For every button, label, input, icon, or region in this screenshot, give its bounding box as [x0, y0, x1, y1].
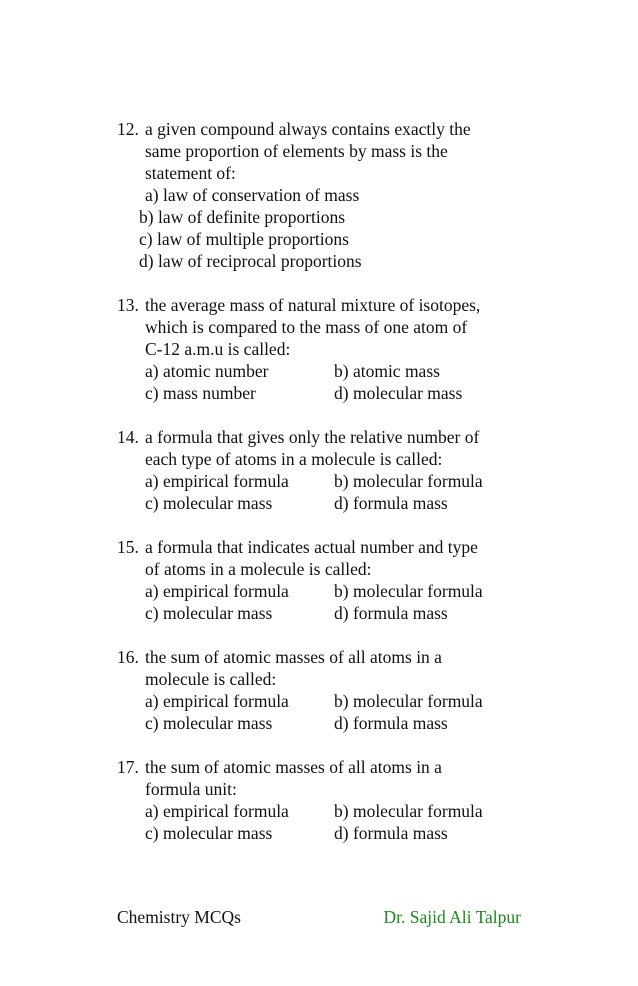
question-text-line: statement of:: [145, 163, 236, 183]
question-number: 14.: [117, 427, 139, 447]
question-text-line: formula unit:: [145, 779, 237, 799]
option-a: a) empirical formula: [145, 801, 289, 821]
question-17: [117, 756, 537, 844]
option-b: b) molecular formula: [334, 691, 483, 711]
footer-author: Dr. Sajid Ali Talpur: [383, 907, 521, 927]
option-a: a) atomic number: [145, 361, 269, 381]
question-14: [117, 426, 537, 514]
question-15: [117, 536, 537, 624]
option-d: d) formula mass: [334, 823, 448, 843]
option-c: c) molecular mass: [145, 823, 273, 843]
question-text-line: which is compared to the mass of one atom of: [145, 317, 468, 337]
option-a: a) empirical formula: [145, 581, 289, 601]
option-grid: [117, 470, 537, 514]
option-grid: [117, 800, 537, 844]
option-list: [117, 184, 537, 272]
question-list: [117, 118, 537, 866]
option-grid: [117, 580, 537, 624]
option-b: b) molecular formula: [334, 581, 483, 601]
option-c: c) mass number: [145, 383, 256, 403]
question-13: [117, 294, 537, 404]
option-d: d) formula mass: [334, 713, 448, 733]
option-c: c) molecular mass: [145, 603, 273, 623]
option-d: d) formula mass: [334, 493, 448, 513]
option-b: b) molecular formula: [334, 471, 483, 491]
option-d: d) law of reciprocal proportions: [139, 251, 362, 271]
option-grid: [117, 360, 537, 404]
option-c: c) law of multiple proportions: [139, 229, 349, 249]
question-number: 13.: [117, 295, 139, 315]
question-number: 12.: [117, 119, 139, 139]
page-footer: [117, 906, 521, 928]
question-text-line: a formula that indicates actual number and type: [145, 537, 478, 557]
question-16: [117, 646, 537, 734]
question-text-line: molecule is called:: [145, 669, 277, 689]
option-b: b) molecular formula: [334, 801, 483, 821]
question-text-line: the sum of atomic masses of all atoms in a: [145, 757, 442, 777]
question-number: 15.: [117, 537, 139, 557]
question-number: 16.: [117, 647, 139, 667]
question-12: [117, 118, 537, 272]
option-d: d) formula mass: [334, 603, 448, 623]
option-a: a) law of conservation of mass: [145, 185, 360, 205]
option-b: b) law of definite proportions: [139, 207, 346, 227]
option-c: c) molecular mass: [145, 713, 273, 733]
question-text-line: a given compound always contains exactly the: [145, 119, 471, 139]
footer-subject: Chemistry MCQs: [117, 907, 241, 927]
question-text-line: a formula that gives only the relative number of: [145, 427, 480, 447]
option-grid: [117, 690, 537, 734]
question-text-line: the sum of atomic masses of all atoms in a: [145, 647, 442, 667]
option-c: c) molecular mass: [145, 493, 273, 513]
question-text-line: the average mass of natural mixture of isotopes,: [145, 295, 481, 315]
option-b: b) atomic mass: [334, 361, 440, 381]
question-number: 17.: [117, 757, 139, 777]
option-a: a) empirical formula: [145, 691, 289, 711]
question-text-line: same proportion of elements by mass is the: [145, 141, 448, 161]
option-d: d) molecular mass: [334, 383, 463, 403]
question-text-line: of atoms in a molecule is called:: [145, 559, 372, 579]
question-text-line: each type of atoms in a molecule is called:: [145, 449, 443, 469]
option-a: a) empirical formula: [145, 471, 289, 491]
question-text-line: C-12 a.m.u is called:: [145, 339, 291, 359]
